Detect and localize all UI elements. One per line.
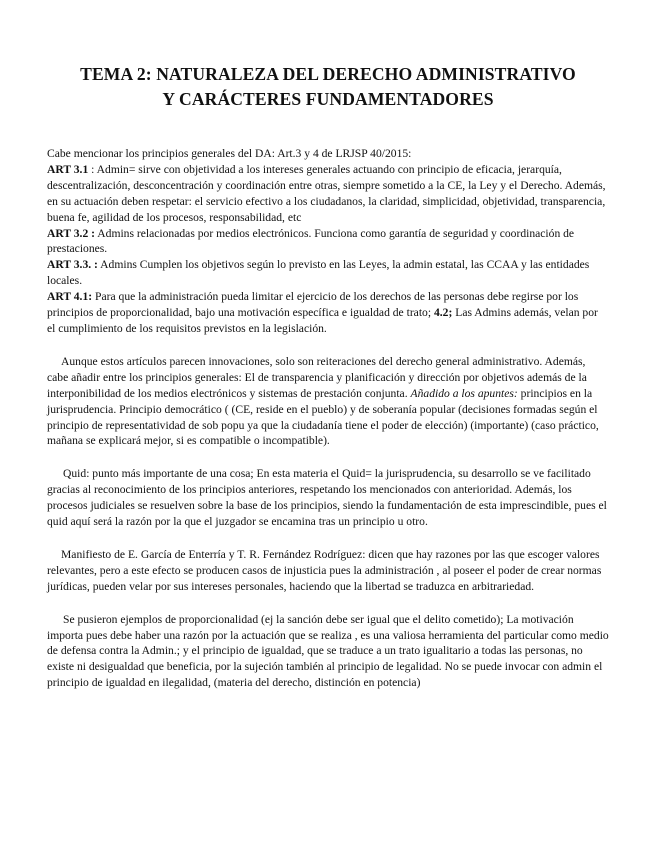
article-3-1-label: ART 3.1 <box>47 162 89 176</box>
article-3-3 <box>47 257 609 289</box>
paragraph-manifiesto: Manifiesto de E. García de Enterría y T. R. Fernández Rodríguez: dicen que hay razones por las que escoger valores relevantes, pero a este efecto se producen casos de injusticia pues la administración , al poseer el poder de crear normas jurídicas, pueden velar por sus intereses personales, haciendo que la libertad se traduzca en arbitrariedad. <box>47 547 602 593</box>
intro-paragraph: Cabe mencionar los principios generales del DA: Art.3 y 4 de LRJSP 40/2015: <box>47 147 412 160</box>
added-notes-label: Añadido a los apuntes: <box>410 386 518 400</box>
article-4-1-label: ART 4.1: <box>47 290 93 304</box>
article-3-3-text: Admins Cumplen los objetivos según lo previsto en las Leyes, la admin estatal, las CCAA y las entidades locales. <box>47 258 590 288</box>
paragraph-principles <box>47 354 609 449</box>
article-3-3-label: ART 3.3. : <box>47 258 98 272</box>
article-3-1-text: : Admin= sirve con objetividad a los intereses generales actuando con principio de eficacia, jerarquía, descentralización, desconcentración y coordinación entre otras, siempre sometido a la CE, la Ley y el Derecho. Además, en su actuación deben respetar: el servicio efectivo a los ciudadanos, la claridad, simplicidad, objetividad, transparencia, buena fe, agilidad de los procesos, responsabilidad, etc <box>47 162 606 224</box>
page-title <box>47 62 609 112</box>
paragraph-principles-text-2: principios en la jurisprudencia. Principio democrático ( (CE, reside en el pueblo) y de soberanía popular (decisiones formadas según el principio de representatividad de sob popu ya que la ciudadanía tiene el poder de elección) (importante) (caso práctico, mañana se explicará mejor, si es compatible o incompatible). <box>47 386 599 448</box>
paragraph-principles-text: Aunque estos artículos parecen innovaciones, solo son reiteraciones del derecho general administrativo. Además, cabe añadir entre los principios generales: El de transparencia y planificación y dirección por objetivos además de la interponibilidad de los medios electrónicos y sistemas de prestación conjunta. <box>47 354 587 400</box>
article-4-1 <box>47 289 609 337</box>
title-line-1: TEMA 2: NATURALEZA DEL DERECHO ADMINISTRATIVO <box>80 64 576 84</box>
article-3-1 <box>47 162 609 226</box>
title-line-2: Y CARÁCTERES FUNDAMENTADORES <box>162 89 494 109</box>
article-4-1-text: Para que la administración pueda limitar el ejercicio de los derechos de las personas debe regirse por los principios de proporcionalidad, bajo una motivación específica e igualdad de trato; <box>47 290 579 320</box>
article-4-2-text: Las Admins además, velan por el cumplimiento de los requisitos previstos en la legislación. <box>47 306 598 335</box>
article-3-2-label: ART 3.2 : <box>47 226 96 240</box>
paragraph-quid: Quid: punto más importante de una cosa; En esta materia el Quid= la jurisprudencia, su desarrollo se ve facilitado gracias al reconocimiento de los principios anteriores, respetando los mencionados con anterioridad. Además, los procesos judiciales se resuelven sobre la base de los principios, siendo la fundamentación de esta imprescindible, pues el quid aquí será la razón por la que el juzgador se encamina tras un principio u otro. <box>47 467 607 529</box>
article-3-2 <box>47 226 609 258</box>
article-4-2-label: 4.2; <box>433 306 453 320</box>
article-3-2-text: Admins relacionadas por medios electrónicos. Funciona como garantía de seguridad y coordinación de prestaciones. <box>47 226 575 256</box>
paragraph-examples: Se pusieron ejemplos de proporcionalidad (ej la sanción debe ser igual que el delito cometido); La motivación importa pues debe haber una razón por la actuación que se realiza , es una valiosa herramienta del particular como medio de defensa contra la Admin.; y el principio de igualdad, que se traduce a un trato igualitario a todas las personas, no existe ni desigualdad que beneficia, por la sujeción también al principio de legalidad. No se puede invocar con admin el principio de igualdad en ilegalidad, (materia del derecho, distinción en potencia) <box>47 612 609 690</box>
